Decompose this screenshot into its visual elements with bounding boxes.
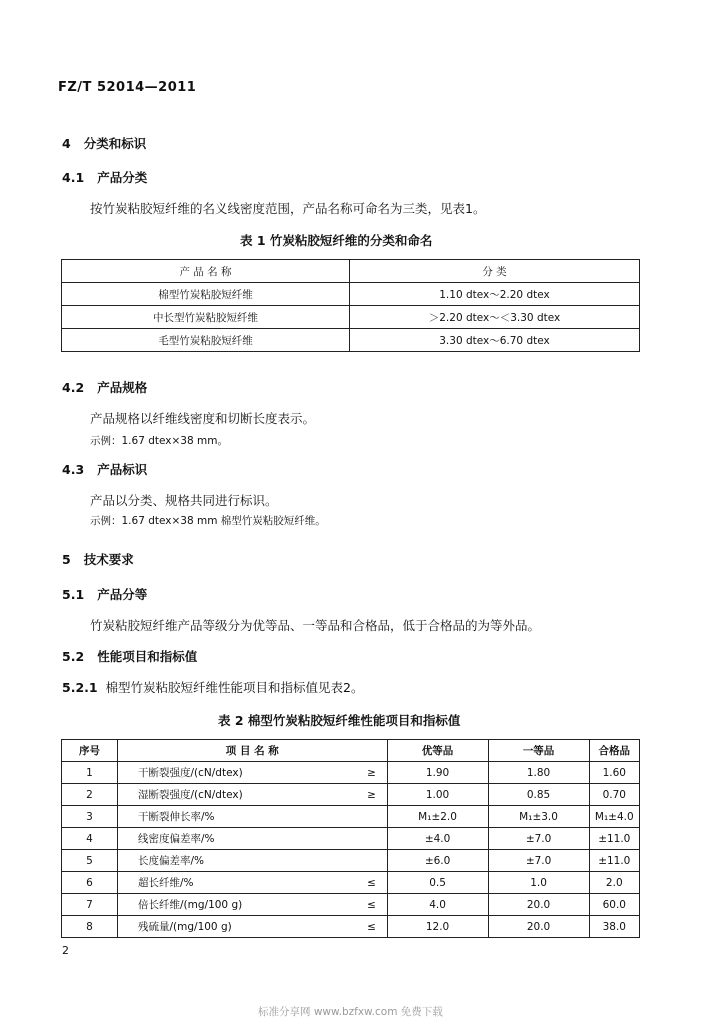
product-name-cell: 中长型竹炭粘胶短纤维 xyxy=(62,306,350,329)
row-number-cell: 1 xyxy=(62,762,118,784)
classification-cell: 1.10 dtex～2.20 dtex xyxy=(350,283,640,306)
table-row xyxy=(62,872,640,894)
section-4-3-paragraph: 产品以分类、规格共同进行标识。 xyxy=(90,493,278,508)
first-grade-cell: 1.80 xyxy=(488,762,589,784)
table-row xyxy=(62,806,640,828)
section-number: 5.2 xyxy=(62,649,85,664)
qualified-grade-cell: 38.0 xyxy=(589,916,639,938)
first-grade-cell: ±7.0 xyxy=(488,828,589,850)
table-1-caption: 表 1 竹炭粘胶短纤维的分类和命名 xyxy=(240,233,433,248)
qualified-grade-cell: 60.0 xyxy=(589,894,639,916)
comparator-cell: ≤ xyxy=(357,872,388,894)
section-number: 4 xyxy=(62,136,71,151)
section-number: 5.2.1 xyxy=(62,680,98,695)
premium-grade-cell: 12.0 xyxy=(387,916,488,938)
table-row xyxy=(62,283,640,306)
section-4-2-example: 示例：1.67 dtex×38 mm。 xyxy=(90,435,228,447)
row-number-cell: 4 xyxy=(62,828,118,850)
first-grade-cell: ±7.0 xyxy=(488,850,589,872)
section-title: 产品分等 xyxy=(97,587,148,602)
row-number-cell: 8 xyxy=(62,916,118,938)
row-number-cell: 3 xyxy=(62,806,118,828)
qualified-grade-cell: 0.70 xyxy=(589,784,639,806)
premium-grade-cell: 0.5 xyxy=(387,872,488,894)
section-title: 分类和标识 xyxy=(83,136,147,151)
watermark-text: 标准分享网 www.bzfxw.com 免费下载 xyxy=(258,1006,443,1018)
table-row xyxy=(62,329,640,352)
table-1 xyxy=(61,259,640,352)
qualified-grade-cell: ±11.0 xyxy=(589,828,639,850)
premium-grade-cell: 1.00 xyxy=(387,784,488,806)
row-number-cell: 7 xyxy=(62,894,118,916)
section-title: 产品标识 xyxy=(97,462,148,477)
premium-grade-cell: ±6.0 xyxy=(387,850,488,872)
section-4-2-heading xyxy=(62,378,147,396)
premium-grade-cell: 4.0 xyxy=(387,894,488,916)
first-grade-cell: M₁±3.0 xyxy=(488,806,589,828)
column-header: 一等品 xyxy=(488,740,589,762)
table-row xyxy=(62,850,640,872)
item-name-cell: 残硫量/(mg/100 g) xyxy=(118,916,357,938)
column-header: 序号 xyxy=(62,740,118,762)
table-2 xyxy=(61,739,640,938)
qualified-grade-cell: M₁±4.0 xyxy=(589,806,639,828)
section-title: 性能项目和指标值 xyxy=(97,649,198,664)
qualified-grade-cell: 1.60 xyxy=(589,762,639,784)
column-header: 优等品 xyxy=(387,740,488,762)
section-number: 5.1 xyxy=(62,587,85,602)
column-header: 合格品 xyxy=(589,740,639,762)
section-5-heading xyxy=(62,550,134,568)
table-row xyxy=(62,762,640,784)
table-row xyxy=(62,916,640,938)
section-4-1-heading xyxy=(62,168,147,186)
section-number: 4.1 xyxy=(62,170,85,185)
first-grade-cell: 0.85 xyxy=(488,784,589,806)
first-grade-cell: 20.0 xyxy=(488,916,589,938)
item-name-cell: 湿断裂强度/(cN/dtex) xyxy=(118,784,357,806)
section-5-1-heading xyxy=(62,585,147,603)
table-2-caption: 表 2 棉型竹炭粘胶短纤维性能项目和指标值 xyxy=(218,713,461,728)
qualified-grade-cell: 2.0 xyxy=(589,872,639,894)
comparator-cell: ≤ xyxy=(357,916,388,938)
item-name-cell: 干断裂伸长率/% xyxy=(118,806,357,828)
section-5-2-1-paragraph xyxy=(62,678,364,696)
first-grade-cell: 20.0 xyxy=(488,894,589,916)
section-5-2-heading xyxy=(62,647,197,665)
item-name-cell: 线密度偏差率/% xyxy=(118,828,357,850)
comparator-cell: ≥ xyxy=(357,762,388,784)
classification-cell: 3.30 dtex～6.70 dtex xyxy=(350,329,640,352)
row-number-cell: 6 xyxy=(62,872,118,894)
section-4-3-example: 示例：1.67 dtex×38 mm 棉型竹炭粘胶短纤维。 xyxy=(90,515,326,527)
comparator-cell xyxy=(357,850,388,872)
item-name-cell: 倍长纤维/(mg/100 g) xyxy=(118,894,357,916)
section-number: 4.3 xyxy=(62,462,85,477)
section-number: 5 xyxy=(62,552,71,567)
comparator-cell xyxy=(357,828,388,850)
qualified-grade-cell: ±11.0 xyxy=(589,850,639,872)
premium-grade-cell: M₁±2.0 xyxy=(387,806,488,828)
section-title: 产品分类 xyxy=(97,170,148,185)
section-4-heading xyxy=(62,134,146,152)
section-number: 4.2 xyxy=(62,380,85,395)
comparator-cell: ≥ xyxy=(357,784,388,806)
section-text: 棉型竹炭粘胶短纤维性能项目和指标值见表2。 xyxy=(105,680,364,695)
column-header: 项 目 名 称 xyxy=(118,740,388,762)
column-header: 产 品 名 称 xyxy=(62,260,350,283)
item-name-cell: 干断裂强度/(cN/dtex) xyxy=(118,762,357,784)
section-title: 技术要求 xyxy=(83,552,134,567)
classification-cell: ＞2.20 dtex～＜3.30 dtex xyxy=(350,306,640,329)
section-4-1-paragraph: 按竹炭粘胶短纤维的名义线密度范围，产品名称可命名为三类，见表1。 xyxy=(90,201,486,216)
row-number-cell: 5 xyxy=(62,850,118,872)
comparator-cell xyxy=(357,806,388,828)
section-4-3-heading xyxy=(62,460,147,478)
product-name-cell: 毛型竹炭粘胶短纤维 xyxy=(62,329,350,352)
table-row xyxy=(62,784,640,806)
premium-grade-cell: ±4.0 xyxy=(387,828,488,850)
column-header: 分 类 xyxy=(350,260,640,283)
product-name-cell: 棉型竹炭粘胶短纤维 xyxy=(62,283,350,306)
item-name-cell: 长度偏差率/% xyxy=(118,850,357,872)
section-5-1-paragraph: 竹炭粘胶短纤维产品等级分为优等品、一等品和合格品，低于合格品的为等外品。 xyxy=(90,618,541,633)
table-header-row xyxy=(62,260,640,283)
section-title: 产品规格 xyxy=(97,380,148,395)
row-number-cell: 2 xyxy=(62,784,118,806)
page-number: 2 xyxy=(62,944,69,957)
table-row xyxy=(62,828,640,850)
first-grade-cell: 1.0 xyxy=(488,872,589,894)
section-4-2-paragraph: 产品规格以纤维线密度和切断长度表示。 xyxy=(90,411,316,426)
premium-grade-cell: 1.90 xyxy=(387,762,488,784)
standard-code-header: FZ/T 52014—2011 xyxy=(58,80,197,95)
table-row xyxy=(62,894,640,916)
table-header-row xyxy=(62,740,640,762)
table-row xyxy=(62,306,640,329)
comparator-cell: ≤ xyxy=(357,894,388,916)
item-name-cell: 超长纤维/% xyxy=(118,872,357,894)
